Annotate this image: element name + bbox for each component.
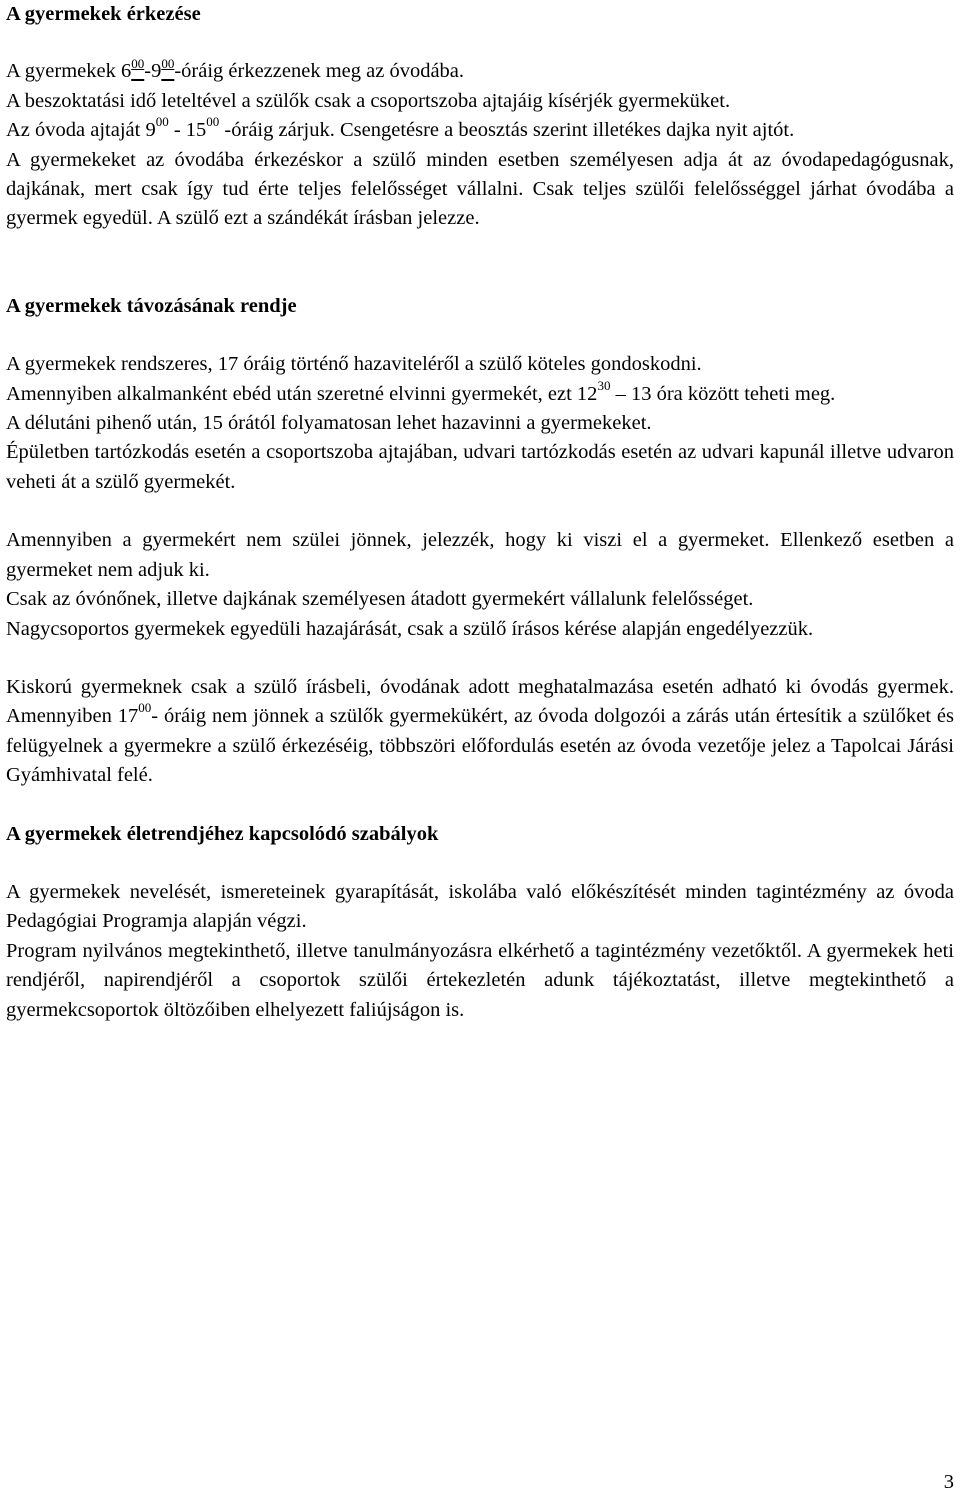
authorization-paragraph: Kiskorú gyermeknek csak a szülő írásbeli, óvodának adott meghatalmazása esetén adható ki óvodás gyermek. Amennyiben $17^{00}-$ óráig nem jönnek a szülők gyermekükért, az óvoda dolgozói a zárás után értesítik a szülőket és felügyelnek a gyermekre a szülő érkezéséig, többszöri előfordulás esetén az óvoda vezetője jelez a Tapolcai Járási Gyámhivatal felé.	[6, 675, 954, 787]
page-number: 3	[943, 1471, 954, 1493]
afternoon-pickup-line: A délutáni pihenő után, 15 órától folyamatosan lehet hazavinni a gyermekeket.	[6, 412, 652, 435]
handover-paragraph: A gyermekeket az óvodába érkezéskor a szülő minden esetben személyesen adja át az óvodapedagógusnak, dajkának, mert csak így tud érte teljes felelősséget vállalni. Csak teljes szülői felelősséggel járhat óvodába a gyermek egyedül. A szülő ezt a szándékát írásban jelezze.	[6, 148, 954, 230]
settling-in-line: A beszoktatási idő leteltével a szülők csak a csoportszoba ajtajáig kísérjék gyermeküket.	[6, 89, 731, 112]
heading-departure: A gyermekek távozásának rendje	[6, 294, 297, 317]
independent-travel-paragraph: Nagycsoportos gyermekek egyedüli hazajárását, csak a szülő írásos kérése alapján engedélyezzük.	[6, 617, 814, 640]
door-closing-line: Az óvoda ajtaját $9^{00} - 15^{00}$ -óráig zárjuk. Csengetésre a beosztás szerint illetékes dajka nyit ajtót.	[6, 114, 795, 142]
regular-pickup-line: A gyermekek rendszeres, 17 óráig történő hazaviteléről a szülő köteles gondoskodni.	[6, 353, 702, 376]
other-person-pickup-paragraph: Amennyiben a gyermekért nem szülei jönnek, jelezzék, hogy ki viszi el a gyermeket. Ellenkező esetben a gyermeket nem adjuk ki.	[6, 529, 954, 581]
program-availability-paragraph: Program nyilvános megtekinthető, illetve tanulmányozásra elkérhető a tagintézmény vezetőktől. A gyermekek heti rendjéről, napirendjéről a csoportok szülői értekezletén adunk tájékoztatást, illetve megtekinthető a gyermekcsoportok öltözőiben elhelyezett faliújságon is.	[6, 939, 954, 1021]
arrival-time-line: A gyermekek $6^{00}-9^{00}$-óráig érkezzenek meg az óvodába.	[6, 55, 465, 83]
heading-arrival: A gyermekek érkezése	[6, 3, 201, 25]
lunch-pickup-line: Amennyiben alkalmanként ebéd után szeretné elvinni gyermekét, ezt $12^{30} - 13$ óra között teheti meg.	[6, 377, 836, 405]
document-page	[6, 0, 954, 1025]
pedagogical-program-paragraph: A gyermekek nevelését, ismereteinek gyarapítását, iskolába való előkészítését minden tagintézmény az óvoda Pedagógiai Programja alapján végzi.	[6, 880, 954, 933]
pickup-location-paragraph: Épületben tartózkodás esetén a csoportszoba ajtajában, udvari tartózkodás esetén az udvari kapunál illetve udvaron veheti át a szülő gyermekét.	[6, 441, 954, 493]
responsibility-line: Csak az óvónőnek, illetve dajkának személyesen átadott gyermekért vállalunk felelősséget.	[6, 588, 754, 611]
heading-daily-routine: A gyermekek életrendjéhez kapcsolódó szabályok	[6, 822, 439, 845]
